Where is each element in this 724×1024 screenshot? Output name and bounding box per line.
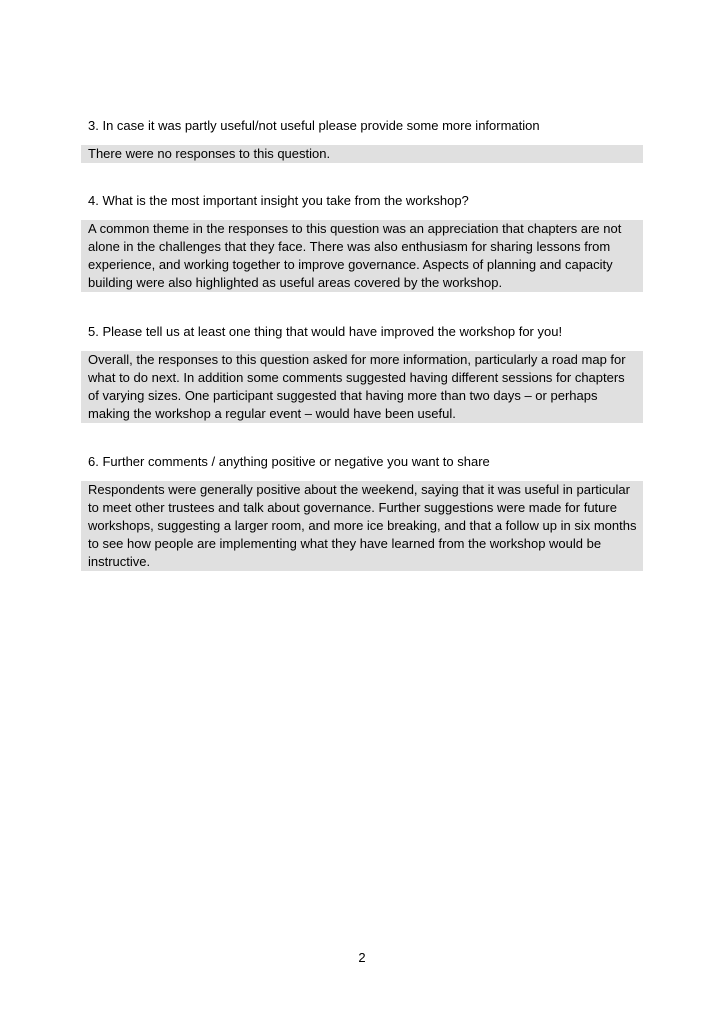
answer-box: There were no responses to this question. [81,145,643,163]
question-text: 4. What is the most important insight you take from the workshop? [88,193,469,208]
answer-box: Respondents were generally positive about the weekend, saying that it was useful in particular to meet other trustees and talk about governance. Further suggestions were made for future workshops, suggesting a larger room, and more ice breaking, and that a follow up in six months to see how people are implementing what they have learned from the workshop would be instructive. [81,481,643,571]
question-text: 5. Please tell us at least one thing that would have improved the workshop for you! [88,324,563,339]
page-number: 2 [358,950,366,965]
question-text: 6. Further comments / anything positive or negative you want to share [88,454,490,469]
question-section-6 [81,453,643,571]
answer-box: A common theme in the responses to this question was an appreciation that chapters are not alone in the challenges that they face. There was also enthusiasm for sharing lessons from experience, and working together to improve governance. Aspects of planning and capacity building were also highlighted as useful areas covered by the workshop. [81,220,643,292]
question-text: 3. In case it was partly useful/not useful please provide some more information [88,118,540,133]
question-section-3 [81,117,643,163]
question-section-4 [81,192,643,292]
question-section-5 [81,323,643,423]
answer-box: Overall, the responses to this question asked for more information, particularly a road map for what to do next. In addition some comments suggested having different sessions for chapters of varying sizes. One participant suggested that having more than two days – or perhaps making the workshop a regular event – would have been useful. [81,351,643,423]
